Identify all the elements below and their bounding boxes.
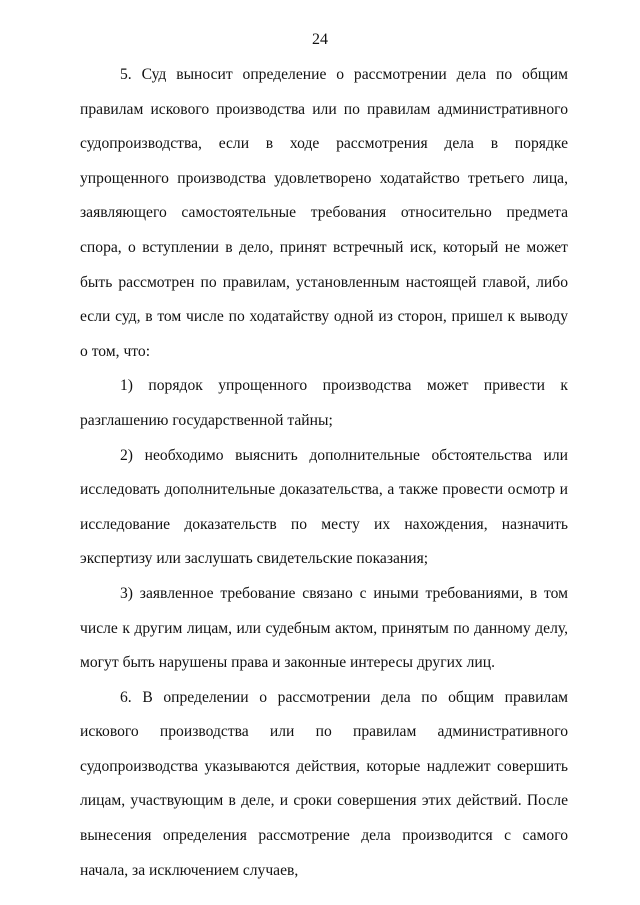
paragraph-5: 5. Суд выносит определение о рассмотрении дела по общим правилам искового производства или по правилам административного судопроизводства, если в ходе рассмотрения дела в порядке упрощенного производства удовлетворено ходатайство третьего лица, заявляющего самостоятельные требования относительно предмета спора, о вступлении в дело, принят встречный иск, который не может быть рассмотрен по правилам, установленным настоящей главой, либо если суд, в том числе по ходатайству одной из сторон, пришел к выводу о том, что: xyxy=(80,66,568,360)
list-item-3: 3) заявленное требование связано с иными требованиями, в том числе к другим лицам, или судебным актом, принятым по данному делу, могут быть нарушены права и законные интересы других лиц. xyxy=(80,584,568,672)
list-item-2: 2) необходимо выяснить дополнительные обстоятельства или исследовать дополнительные доказательства, а также провести осмотр и исследование доказательств по месту их нахождения, назначить экспертизу или заслушать свидетельские показания; xyxy=(80,446,568,568)
list-item-1: 1) порядок упрощенного производства может привести к разглашению государственной тайны; xyxy=(80,377,568,429)
paragraph-6: 6. В определении о рассмотрении дела по общим правилам искового производства или по правилам административного судопроизводства указываются действия, которые надлежит совершить лицам, участвующим в деле, и сроки совершения этих действий. После вынесения определения рассмотрение дела производится с самого начала, за исключением случаев, xyxy=(80,688,568,879)
document-body xyxy=(80,58,568,888)
page-number: 24 xyxy=(312,31,328,48)
